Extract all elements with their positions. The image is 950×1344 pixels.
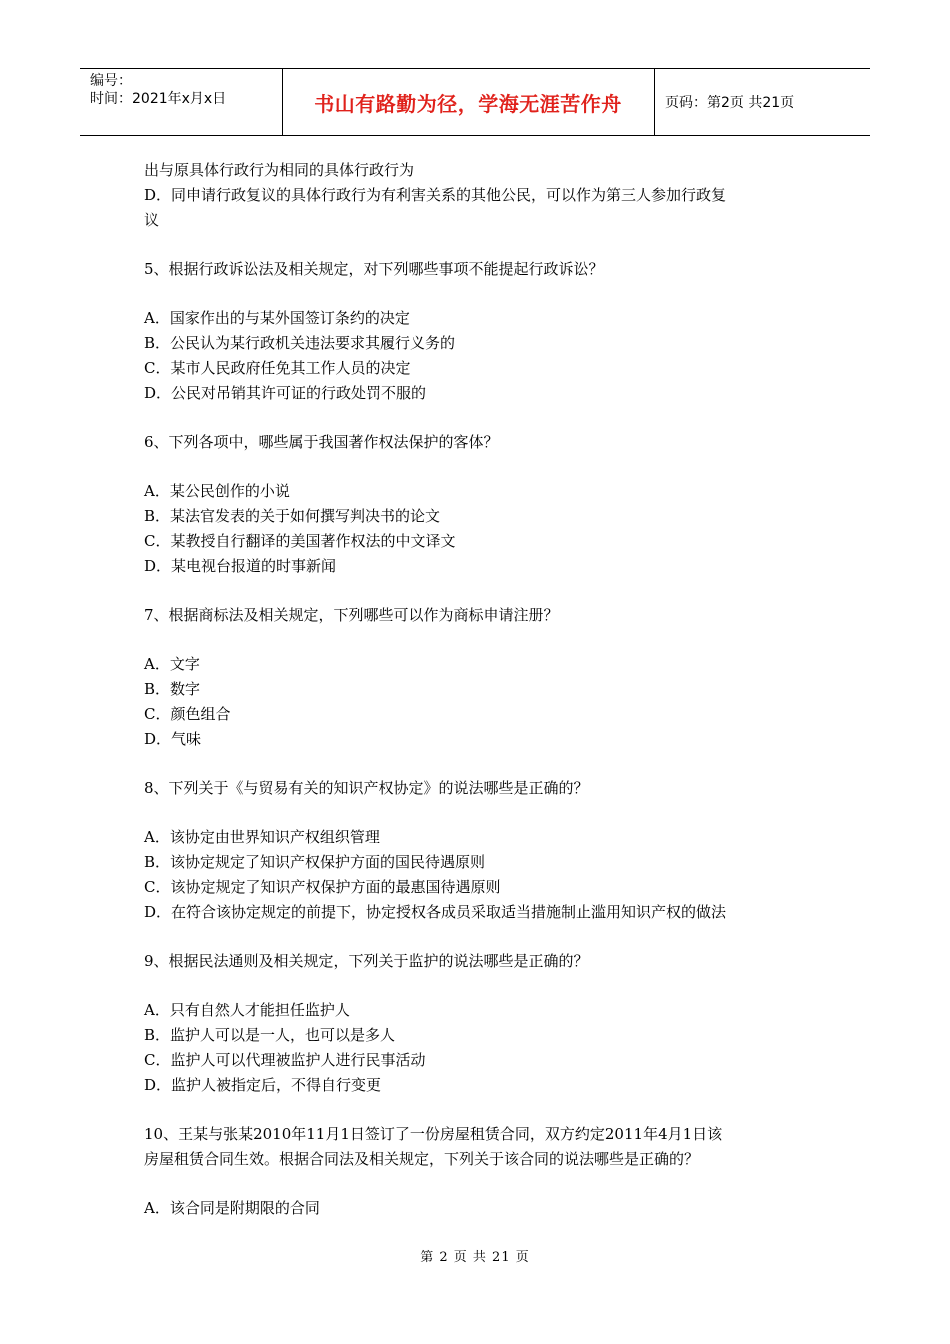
option-line: D．同申请行政复议的具体行政行为有利害关系的其他公民，可以作为第三人参加行政复 xyxy=(144,186,727,204)
option-line: D．监护人被指定后，不得自行变更 xyxy=(144,1076,382,1094)
option-line: B．该协定规定了知识产权保护方面的国民待遇原则 xyxy=(144,853,486,871)
question-6: 6、下列各项中，哪些属于我国著作权法保护的客体？ xyxy=(144,433,499,451)
header-page-cell xyxy=(655,69,870,135)
option-line: C．某教授自行翻译的美国著作权法的中文译文 xyxy=(144,532,456,550)
document-number-label: 编号： xyxy=(90,73,132,89)
option-line: A．该协定由世界知识产权组织管理 xyxy=(144,828,380,846)
option-line-wrap: 议 xyxy=(144,211,160,229)
option-line: D．公民对吊销其许可证的行政处罚不服的 xyxy=(144,384,427,402)
document-body xyxy=(144,158,814,1221)
option-line: D．气味 xyxy=(144,730,202,748)
option-line: B．数字 xyxy=(144,680,201,698)
option-line: A．某公民创作的小说 xyxy=(144,482,290,500)
question-8: 8、下列关于《与贸易有关的知识产权协定》的说法哪些是正确的？ xyxy=(144,779,589,797)
continuation-line: 出与原具体行政行为相同的具体行政行为 xyxy=(144,161,415,179)
option-line: B．监护人可以是一人，也可以是多人 xyxy=(144,1026,396,1044)
motto-text: 书山有路勤为径，学海无涯苦作舟 xyxy=(314,91,622,116)
question-5: 5、根据行政诉讼法及相关规定，对下列哪些事项不能提起行政诉讼？ xyxy=(144,260,604,278)
question-10-line1: 10、王某与张某2010年11月1日签订了一份房屋租赁合同，双方约定2011年4月1日该 xyxy=(144,1125,723,1143)
page-footer: 第 2 页 共 21 页 xyxy=(420,1250,530,1265)
option-line: C．某市人民政府任免其工作人员的决定 xyxy=(144,359,411,377)
question-7: 7、根据商标法及相关规定，下列哪些可以作为商标申请注册？ xyxy=(144,606,559,624)
header-page-label: 页码：第2页 共21页 xyxy=(665,95,795,111)
option-line: C．监护人可以代理被监护人进行民事活动 xyxy=(144,1051,426,1069)
option-line: D．在符合该协定规定的前提下，协定授权各成员采取适当措施制止滥用知识产权的做法 xyxy=(144,903,727,921)
option-line: A．国家作出的与某外国签订条约的决定 xyxy=(144,309,410,327)
header-meta-cell xyxy=(80,69,283,135)
option-line: A．该合同是附期限的合同 xyxy=(144,1199,320,1217)
document-time-label: 时间：2021年x月x日 xyxy=(90,91,227,107)
option-line: B．公民认为某行政机关违法要求其履行义务的 xyxy=(144,334,456,352)
option-line: C．该协定规定了知识产权保护方面的最惠国待遇原则 xyxy=(144,878,501,896)
header-table xyxy=(80,68,870,136)
option-line: D．某电视台报道的时事新闻 xyxy=(144,557,337,575)
question-9: 9、根据民法通则及相关规定，下列关于监护的说法哪些是正确的？ xyxy=(144,952,589,970)
option-line: C．颜色组合 xyxy=(144,705,231,723)
option-line: A．只有自然人才能担任监护人 xyxy=(144,1001,350,1019)
option-line: B．某法官发表的关于如何撰写判决书的论文 xyxy=(144,507,441,525)
header-motto-cell xyxy=(282,69,655,135)
question-10-line2: 房屋租赁合同生效。根据合同法及相关规定，下列关于该合同的说法哪些是正确的？ xyxy=(144,1150,700,1168)
option-line: A．文字 xyxy=(144,655,200,673)
